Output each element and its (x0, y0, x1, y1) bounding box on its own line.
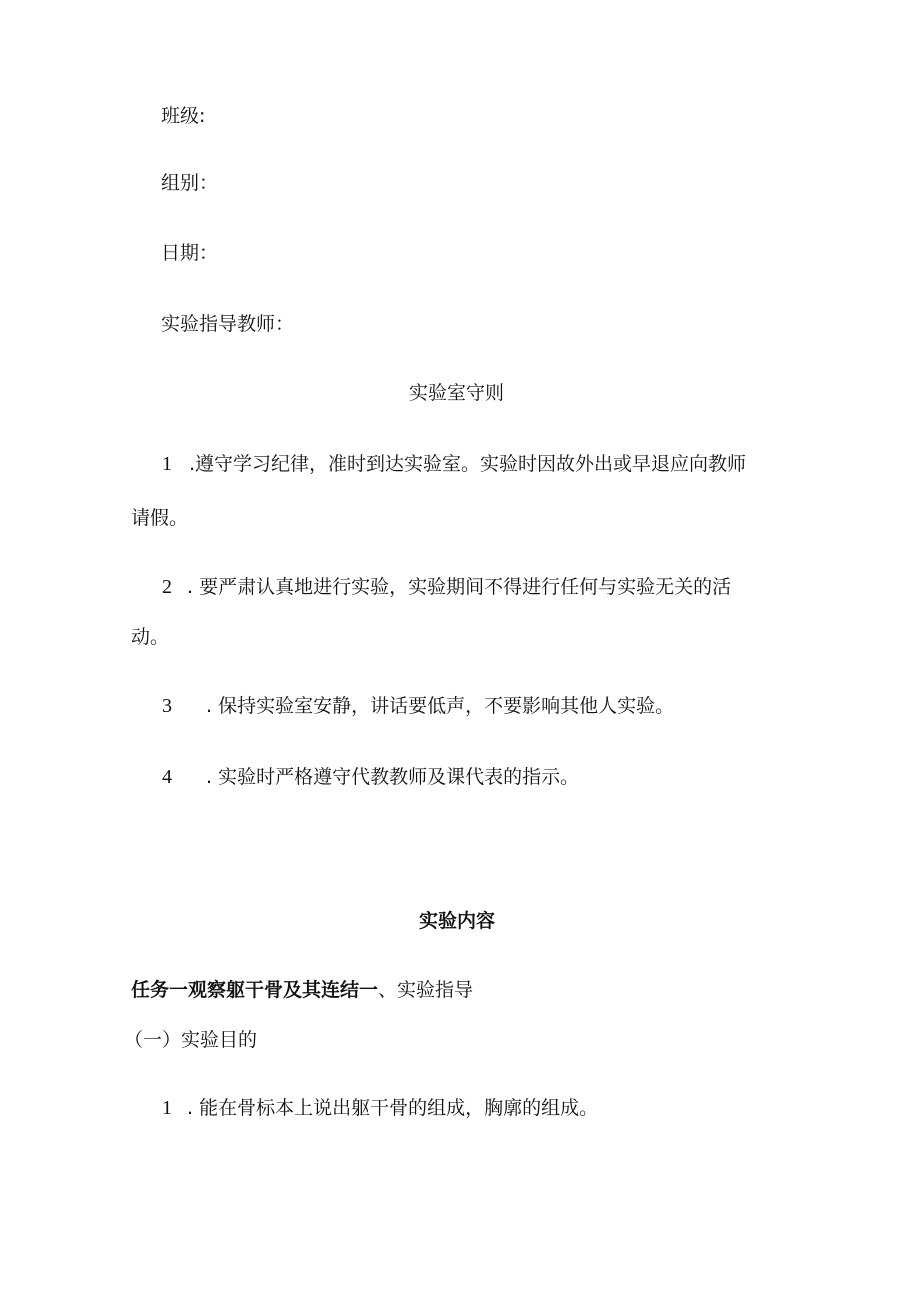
rule-number: 2 (162, 576, 172, 598)
rule-text: . 要严肃认真地进行实验，实验期间不得进行任何与实验无关的活 (187, 576, 732, 598)
rule-text-continued: 请假。 (131, 507, 189, 529)
group-label: 组别： (161, 172, 219, 194)
rule-text: . 实验时严格遵守代教教师及课代表的指示。 (206, 766, 580, 788)
objective-text: . 能在骨标本上说出躯干骨的组成，胸廓的组成。 (187, 1097, 599, 1119)
class-label: 班级: (161, 105, 206, 127)
rule-text: . 保持实验室安静，讲话要低声，不要影响其他人实验。 (206, 695, 675, 717)
section-heading: （一）实验目的 (124, 1029, 258, 1051)
rule-number: 4 (162, 766, 172, 788)
date-label: 日期： (161, 242, 219, 264)
rule-text-continued: 动。 (131, 626, 170, 648)
rules-title: 实验室守则 (409, 382, 505, 404)
content-title: 实验内容 (419, 910, 496, 932)
instructor-label: 实验指导教师： (161, 313, 295, 335)
task-title-bold: 任务一观察躯干骨及其连结一 (131, 979, 379, 1001)
rule-text: .遵守学习纪律，准时到达实验室。实验时因故外出或早退应向教师 (189, 453, 747, 475)
objective-number: 1 (162, 1097, 172, 1119)
rule-number: 3 (162, 695, 172, 717)
task-title (131, 978, 473, 1002)
task-title-rest: 、实验指导 (378, 979, 474, 1001)
rule-number: 1 (162, 453, 172, 475)
